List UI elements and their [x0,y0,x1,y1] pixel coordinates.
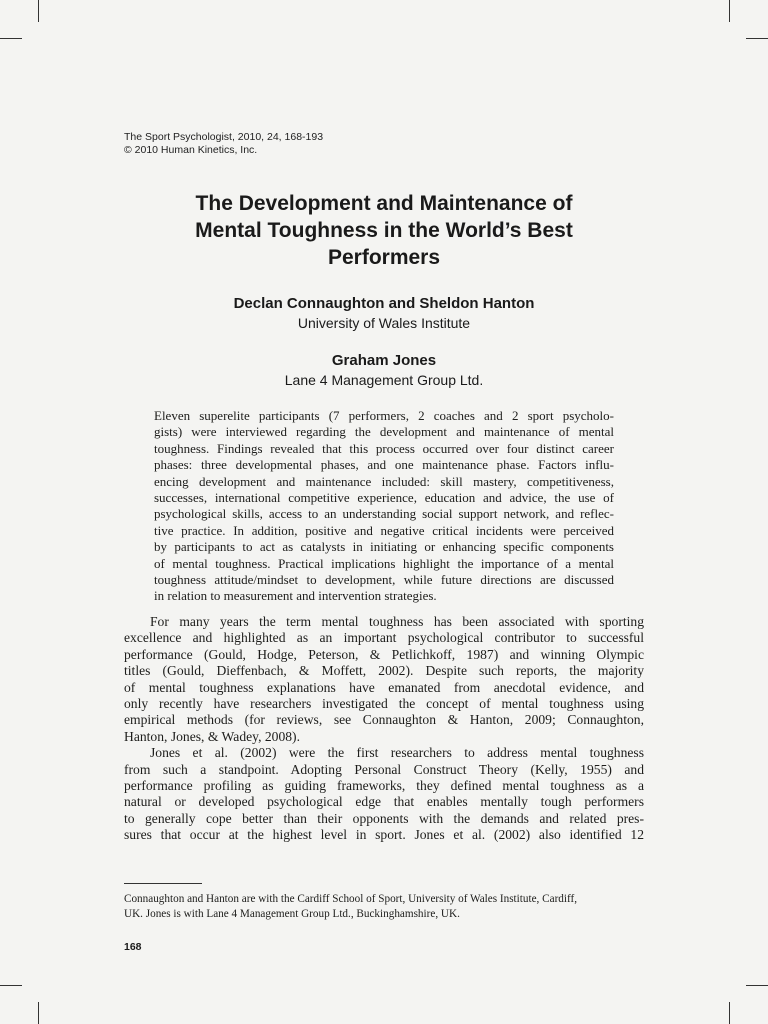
abstract-line: toughness. Findings revealed that this process occurred over four distinct career [154,440,614,456]
footnote-line: UK. Jones is with Lane 4 Management Group Ltd., Buckinghamshire, UK. [124,908,460,920]
author-names: Declan Connaughton and Sheldon Hanton [233,295,535,312]
body-line: Jones et al. (2002) were the first researchers to address mental toughness [150,745,644,761]
abstract-line: successes, international competitive experience, education and advice, the use of [154,490,614,506]
abstract-line: by participants to act as catalysts in initiating or enhancing specific components [154,539,614,555]
body-line: of mental toughness explanations have emanated from anecdotal evidence, and [124,679,644,695]
abstract-line: encing development and maintenance included: skill mastery, competitiveness, [154,473,614,489]
body-line: to generally cope better than their opponents with the demands and related pres- [124,810,644,826]
abstract-line: phases: three developmental phases, and one maintenance phase. Factors influ- [154,457,614,473]
abstract-line: tive practice. In addition, positive and negative critical incidents were perceived [154,522,614,538]
copyright-line: © 2010 Human Kinetics, Inc. [124,144,258,156]
body-line: from such a standpoint. Adopting Personal Construct Theory (Kelly, 1955) and [124,761,644,777]
page-number: 168 [124,941,142,953]
title-line: Mental Toughness in the World’s Best [195,219,573,242]
footnote-line: Connaughton and Hanton are with the Cardiff School of Sport, University of Wales Institute, Cardiff, [124,893,578,905]
body-line: Hanton, Jones, & Wadey, 2008). [124,728,300,744]
author-block-primary [124,294,644,333]
abstract-line: gists) were interviewed regarding the development and maintenance of mental [154,424,614,440]
title-line: Performers [327,246,441,269]
body-line: titles (Gould, Dieffenbach, & Moffett, 2002). Despite such reports, the majority [124,663,644,679]
abstract [154,408,614,605]
footnote-rule [124,883,202,884]
crop-mark [729,1002,730,1024]
article-title [124,190,644,271]
body-paragraph [124,614,644,745]
author-names: Graham Jones [331,352,437,369]
body-line: performance (Gould, Hodge, Peterson, & Petlichkoff, 1987) and winning Olympic [124,646,644,662]
body-line: natural or developed psychological edge that enables mentally tough performers [124,794,644,810]
footnote [124,892,644,922]
abstract-line: in relation to measurement and intervention strategies. [154,588,437,604]
crop-mark [38,0,39,22]
body-line: performance profiling as guiding frameworks, they defined mental toughness as a [124,778,644,794]
title-line: The Development and Maintenance of [195,192,573,215]
body-line: only recently have researchers investigated the concept of mental toughness using [124,696,644,712]
body-text [124,614,644,844]
author-block-secondary [124,351,644,390]
abstract-line: of mental toughness. Practical implications highlight the importance of a mental [154,555,614,571]
journal-citation: The Sport Psychologist, 2010, 24, 168-193 [124,131,324,143]
crop-mark [0,38,22,39]
journal-header [124,131,323,157]
crop-mark [746,38,768,39]
abstract-line: psychological skills, access to an understanding social support network, and reflec- [154,506,614,522]
crop-mark [729,0,730,22]
body-paragraph [124,745,644,843]
crop-mark [746,985,768,986]
author-affiliation: Lane 4 Management Group Ltd. [284,372,484,388]
author-affiliation: University of Wales Institute [297,315,471,331]
abstract-line: toughness attitude/mindset to development, while future directions are discussed [154,572,614,588]
abstract-line: Eleven superelite participants (7 performers, 2 coaches and 2 sport psycholo- [154,408,614,423]
crop-mark [0,985,22,986]
body-line: excellence and highlighted as an important psychological contributor to successful [124,630,644,646]
body-line: sures that occur at the highest level in sport. Jones et al. (2002) also identified 12 [124,827,644,843]
crop-mark [38,1002,39,1024]
body-line: For many years the term mental toughness has been associated with sporting [150,614,644,629]
body-line: empirical methods (for reviews, see Connaughton & Hanton, 2009; Connaughton, [124,712,644,728]
